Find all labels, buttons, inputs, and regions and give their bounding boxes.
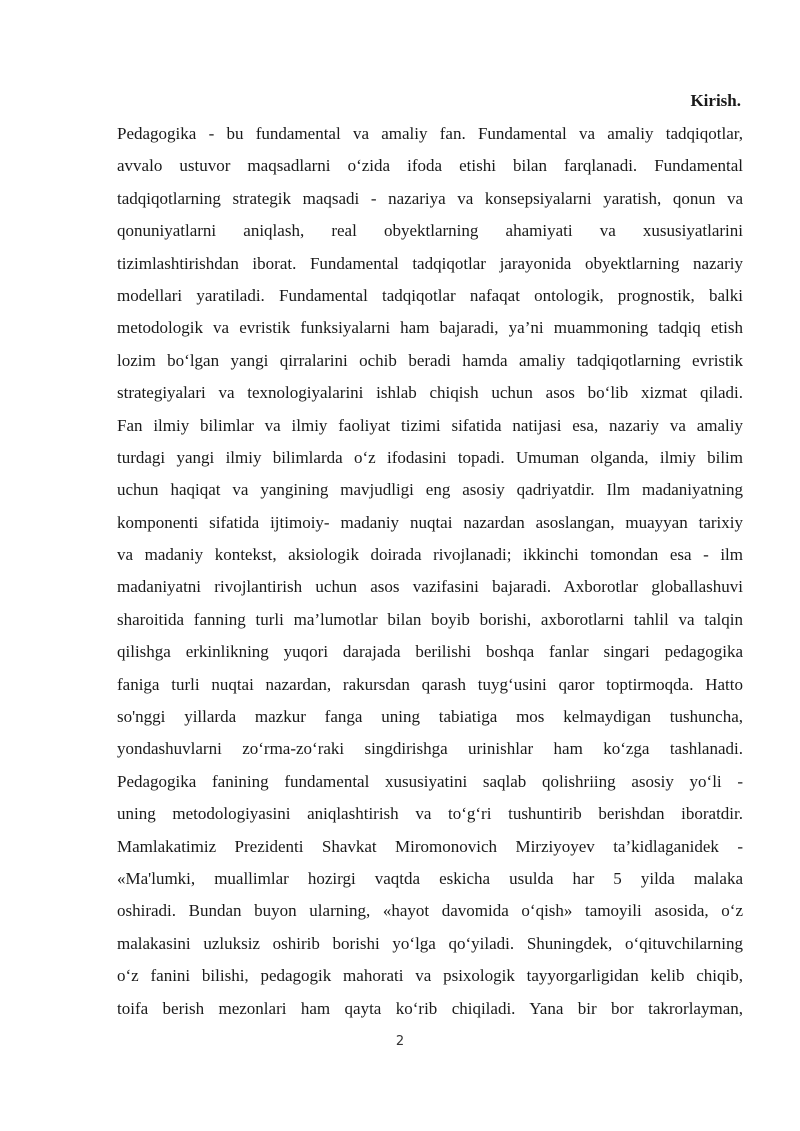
page-number: 2: [395, 1034, 405, 1049]
text-line: tadqiqotlarning strategik maqsadi - nazariya va konsepsiyalarni yaratish, qonun va: [117, 188, 743, 208]
section-heading: Kirish.: [690, 91, 741, 110]
text-line: uning metodologiyasini aniqlashtirish va to‘g‘ri tushuntirib berishdan iboratdir.: [117, 804, 743, 824]
text-line: faniga turli nuqtai nazardan, rakursdan qarash tuyg‘usini qaror toptirmoqda. Hatto: [117, 674, 743, 694]
text-line: malakasini uzluksiz oshirib borishi yo‘lga qo‘yiladi. Shuningdek, o‘qituvchilarning: [117, 933, 743, 953]
text-line: avvalo ustuvor maqsadlarni o‘zida ifoda etishi bilan farqlanadi. Fundamental: [117, 156, 743, 176]
text-line: qonuniyatlarni aniqlash, real obyektlarning ahamiyati va xususiyatlarini: [117, 221, 743, 241]
text-line: sharoitida fanning turli ma’lumotlar bilan boyib borishi, axborotlarni tahlil va talqin: [117, 609, 743, 629]
text-line: komponenti sifatida ijtimoiy- madaniy nuqtai nazardan asoslangan, muayyan tarixiy: [117, 512, 743, 532]
text-line: toifa berish mezonlari ham qayta ko‘rib chiqiladi. Yana bir bor takrorlayman,: [117, 998, 743, 1018]
text-line: va madaniy kontekst, aksiologik doirada rivojlanadi; ikkinchi tomondan esa - ilm: [117, 545, 743, 565]
text-line: metodologik va evristik funksiyalarni ham bajaradi, ya’ni muammoning tadqiq etish: [117, 318, 743, 338]
text-line: so'nggi yillarda mazkur fanga uning tabiatiga mos kelmaydigan tushuncha,: [117, 707, 743, 727]
text-line: Mamlakatimiz Prezidenti Shavkat Miromonovich Mirziyoyev ta’kidlaganidek -: [117, 836, 743, 856]
text-line: tizimlashtirishdan iborat. Fundamental tadqiqotlar jarayonida obyektlarning nazariy: [117, 253, 743, 273]
text-line: Fan ilmiy bilimlar va ilmiy faoliyat tizimi sifatida natijasi esa, nazariy va amaliy: [117, 415, 743, 435]
body-paragraph: [117, 118, 743, 1025]
text-line: o‘z fanini bilishi, pedagogik mahorati va psixologik tayyorgarligidan kelib chiqib,: [117, 966, 743, 986]
text-line: «Ma'lumki, muallimlar hozirgi vaqtda eskicha usulda har 5 yilda malaka: [117, 868, 743, 888]
text-line: turdagi yangi ilmiy bilimlarda o‘z ifodasini topadi. Umuman olganda, ilmiy bilim: [117, 447, 743, 467]
text-line: oshiradi. Bundan buyon ularning, «hayot davomida o‘qish» tamoyili asosida, o‘z: [117, 901, 743, 921]
text-line: madaniyatni rivojlantirish uchun asos vazifasini bajaradi. Axborotlar globallashuvi: [117, 577, 743, 597]
text-line: Pedagogika fanining fundamental xususiyatini saqlab qolishriing asosiy yo‘li -: [117, 771, 743, 791]
text-line: uchun haqiqat va yangining mavjudligi eng asosiy qadriyatdir. Ilm madaniyatning: [117, 480, 743, 500]
text-line: strategiyalari va texnologiyalarini ishlab chiqish uchun asos bo‘lib xizmat qiladi.: [117, 383, 743, 403]
text-line: modellari yaratiladi. Fundamental tadqiqotlar nafaqat ontologik, prognostik, balki: [117, 285, 743, 305]
text-line: qilishga erkinlikning yuqori darajada berilishi boshqa fanlar singari pedagogika: [117, 642, 743, 662]
text-line: Pedagogika - bu fundamental va amaliy fan. Fundamental va amaliy tadqiqotlar,: [117, 124, 743, 143]
text-line: yondashuvlarni zo‘rma-zo‘raki singdirishga urinishlar ham ko‘zga tashlanadi.: [117, 739, 743, 759]
text-line: lozim bo‘lgan yangi qirralarini ochib beradi hamda amaliy tadqiqotlarning evristik: [117, 350, 743, 370]
